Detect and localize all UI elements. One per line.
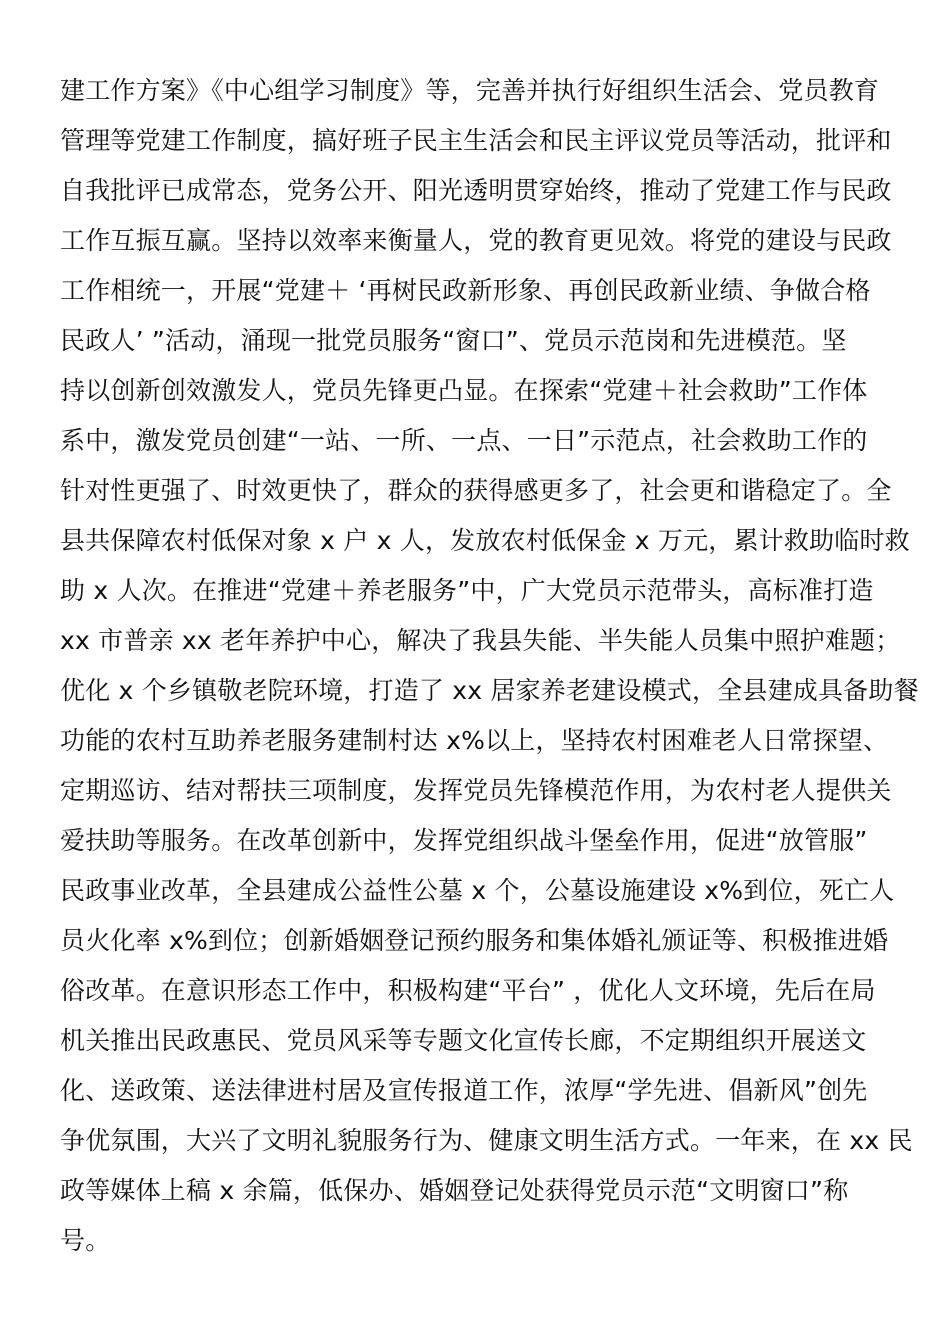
text-line-22: 争优氛围，大兴了文明礼貌服务行为、健康文明生活方式。一年来，在 xx 民 <box>60 1126 913 1155</box>
text-line-3: 自我批评已成常态，党务公开、阳光透明贯穿始终，推动了党建工作与民政 <box>60 176 892 205</box>
text-line-19: 俗改革。在意识形态工作中，积极构建“平台” ，优化人文环境，先后在局 <box>60 976 876 1005</box>
text-line-4: 工作互振互赢。坚持以效率来衡量人，党的教育更见效。将党的建设与民政 <box>60 226 892 255</box>
text-line-17: 民政事业改革，全县建成公益性公墓 x 个，公墓设施建设 x%到位，死亡人 <box>60 876 895 905</box>
text-line-21: 化、送政策、送法律进村居及宣传报道工作，浓厚“学先进、倡新风”创先 <box>60 1076 868 1105</box>
body-paragraph <box>60 66 919 1266</box>
text-line-24: 号。 <box>60 1226 111 1255</box>
text-line-9: 针对性更强了、时效更快了，群众的获得感更多了，社会更和谐稳定了。全 <box>60 476 892 505</box>
text-line-13: 优化 x 个乡镇敬老院环境，打造了 xx 居家养老建设模式，全县建成具备助餐 <box>60 676 919 705</box>
text-line-12: xx 市普亲 xx 老年养护中心，解决了我县失能、半失能人员集中照护难题； <box>60 626 901 655</box>
text-line-14: 功能的农村互助养老服务建制村达 x%以上，坚持农村困难老人日常探望、 <box>60 726 889 755</box>
text-line-7: 持以创新创效激发人，党员先锋更凸显。在探索“党建＋社会救助”工作体 <box>60 376 868 405</box>
text-line-2: 管理等党建工作制度，搞好班子民主生活会和民主评议党员等活动，批评和 <box>60 126 892 155</box>
text-line-6: 民政人’ ”活动，涌现一批党员服务“窗口”、党员示范岗和先进模范。坚 <box>60 326 847 355</box>
text-line-1: 建工作方案》《中心组学习制度》等，完善并执行好组织生活会、党员教育 <box>60 76 880 105</box>
text-line-15: 定期巡访、结对帮扶三项制度，发挥党员先锋模范作用，为农村老人提供关 <box>60 776 892 805</box>
text-line-11: 助 x 人次。在推进“党建＋养老服务”中，广大党员示范带头，高标准打造 <box>60 576 874 605</box>
text-line-8: 系中，激发党员创建“一站、一所、一点、一日”示范点，社会救助工作的 <box>60 426 868 455</box>
text-line-20: 机关推出民政惠民、党员风采等专题文化宣传长廊，不定期组织开展送文 <box>60 1026 867 1055</box>
text-line-16: 爱扶助等服务。在改革创新中，发挥党组织战斗堡垒作用，促进“放管服” <box>60 826 868 855</box>
text-line-10: 县共保障农村低保对象 x 户 x 人，发放农村低保金 x 万元，累计救助临时救 <box>60 526 910 555</box>
text-line-18: 员火化率 x%到位；创新婚姻登记预约服务和集体婚礼颁证等、积极推进婚 <box>60 926 889 955</box>
text-line-23: 政等媒体上稿 x 余篇，低保办、婚姻登记处获得党员示范“文明窗口”称 <box>60 1176 849 1205</box>
text-line-5: 工作相统一，开展“党建＋ ‘再树民政新形象、再创民政新业绩、争做合格 <box>60 276 871 305</box>
